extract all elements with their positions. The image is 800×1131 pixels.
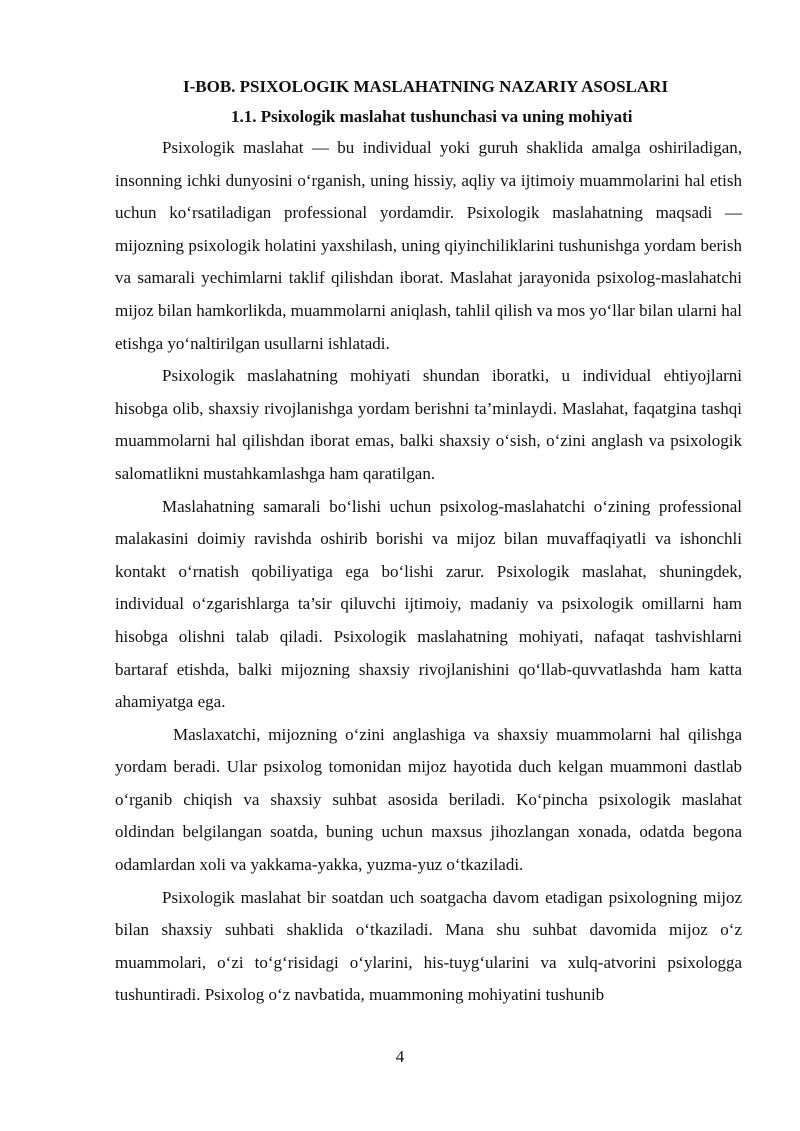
page-number: 4	[395, 1047, 405, 1066]
paragraph: Maslahatning samarali bo‘lishi uchun psixolog-maslahatchi o‘zining professional malakasini doimiy ravishda oshirib borishi va mijoz bilan muvaffaqiyatli va ishonchli kontakt o‘rnatish qobiliyatiga ega bo‘lishi zarur. Psixologik maslahat, shuningdek, individual o‘zgarishlarga ta’sir qiluvchi ijtimoiy, madaniy va psixologik omillarni ham hisobga olishni talab qiladi. Psixologik maslahatning mohiyati, nafaqat tashvishlarni bartaraf etishda, balki mijozning shaxsiy rivojlanishini qo‘llab-quvvatlashda ham katta ahamiyatga ega.	[115, 496, 742, 712]
document-page	[115, 72, 742, 1012]
paragraph: Psixologik maslahatning mohiyati shundan iboratki, u individual ehtiyojlarni hisobga olib, shaxsiy rivojlanishga yordam berishni ta’minlaydi. Maslahat, faqatgina tashqi muammolarni hal qilishdan iborat emas, balki shaxsiy o‘sish, o‘zini anglash va psixologik salomatlikni mustahkamlashga ham qaratilgan.	[115, 366, 742, 483]
paragraph: Maslaxatchi, mijozning o‘zini anglashiga va shaxsiy muammolarni hal qilishga yordam beradi. Ular psixolog tomonidan mijoz hayotida duch kelgan muammoni dastlab o‘rganib chiqish va shaxsiy suhbat asosida beriladi. Ko‘pincha psixologik maslahat oldindan belgilangan soatda, buning uchun maxsus jihozlangan xonada, odatda begona odamlardan xoli va yakkama-yakka, yuzma-yuz o‘tkaziladi.	[115, 724, 742, 875]
paragraph: Psixologik maslahat bir soatdan uch soatgacha davom etadigan psixologning mijoz bilan shaxsiy suhbati shaklida o‘tkaziladi. Mana shu suhbat davomida mijoz o‘z muammolari, o‘zi to‘g‘risidagi o‘ylarini, his-tuyg‘ularini va xulq-atvorini psixologga tushuntiradi. Psixolog o‘z navbatida, muammoning mohiyatini tushunib	[115, 887, 742, 1005]
chapter-title: I-BOB. PSIXOLOGIK MASLAHATNING NAZARIY ASOSLARI	[183, 77, 669, 96]
section-title: 1.1. Psixologik maslahat tushunchasi va uning mohiyati	[231, 107, 633, 126]
paragraph: Psixologik maslahat — bu individual yoki guruh shaklida amalga oshiriladigan, insonning ichki dunyosini o‘rganish, uning hissiy, aqliy va ijtimoiy muammolarini hal etish uchun ko‘rsatiladigan professional yordamdir. Psixologik maslahatning maqsadi — mijozning psixologik holatini yaxshilash, uning qiyinchiliklarini tushunishga yordam berish va samarali yechimlarni taklif qilishdan iborat. Maslahat jarayonida psixolog-maslahatchi mijoz bilan hamkorlikda, muammolarni aniqlash, tahlil qilish va mos yo‘llar bilan ularni hal etishga yo‘naltirilgan usullarni ishlatadi.	[115, 138, 742, 353]
